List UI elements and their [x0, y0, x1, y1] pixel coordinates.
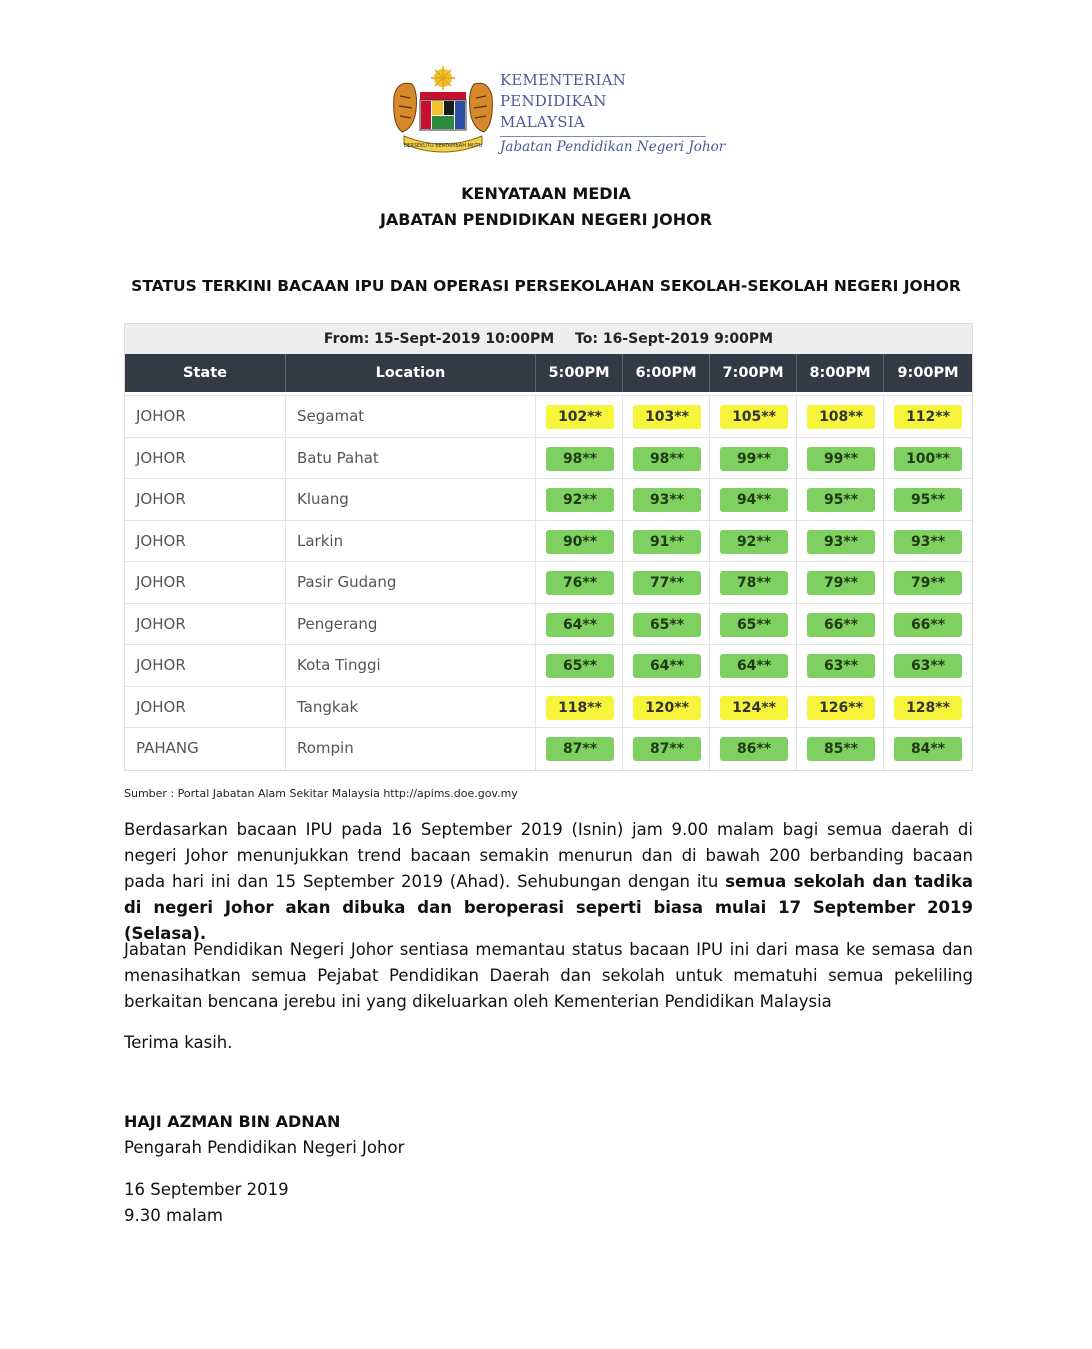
cell-ipu [797, 562, 884, 604]
cell-ipu [623, 438, 710, 480]
org-line-1: KEMENTERIAN [500, 71, 626, 89]
department-heading: JABATAN PENDIDIKAN NEGERI JOHOR [379, 210, 713, 229]
ipu-reading-badge: 79** [894, 571, 962, 595]
cell-ipu [536, 396, 623, 438]
cell-ipu [710, 438, 797, 480]
column-header-state: State [125, 354, 286, 392]
cell-ipu [536, 562, 623, 604]
ipu-reading-badge: 63** [807, 654, 875, 678]
cell-state: JOHOR [125, 521, 286, 563]
cell-ipu [536, 438, 623, 480]
ipu-reading-badge: 102** [546, 405, 614, 429]
ipu-reading-badge: 93** [633, 488, 701, 512]
table-row [125, 686, 972, 729]
signature-time: 9.30 malam [124, 1206, 223, 1225]
cell-state: PAHANG [125, 728, 286, 770]
ipu-reading-badge: 65** [720, 613, 788, 637]
ipu-reading-badge: 77** [633, 571, 701, 595]
cell-ipu [884, 604, 972, 646]
ipu-reading-badge: 93** [894, 530, 962, 554]
ipu-reading-badge: 66** [894, 613, 962, 637]
ipu-reading-badge: 64** [546, 613, 614, 637]
org-line-2: PENDIDIKAN [500, 92, 607, 110]
signer-name: HAJI AZMAN BIN ADNAN [124, 1112, 341, 1131]
ipu-reading-badge: 100** [894, 447, 962, 471]
cell-ipu [884, 728, 972, 770]
column-header-8pm: 8:00PM [797, 354, 884, 392]
cell-ipu [623, 687, 710, 729]
ipu-reading-badge: 64** [633, 654, 701, 678]
svg-text:BERSEKUTU BERTAMBAH MUTU: BERSEKUTU BERTAMBAH MUTU [403, 143, 483, 149]
cell-state: JOHOR [125, 479, 286, 521]
ipu-reading-badge: 95** [807, 488, 875, 512]
cell-location: Batu Pahat [286, 438, 536, 480]
media-statement-heading: KENYATAAN MEDIA [461, 184, 631, 203]
cell-ipu [710, 396, 797, 438]
ipu-reading-badge: 66** [807, 613, 875, 637]
table-header [125, 354, 972, 392]
paragraph-decision-bold: semua sekolah dan tadika di negeri Johor akan dibuka dan beroperasi seperti biasa mulai 17 September 2019 (Selasa). [124, 872, 973, 943]
ipu-reading-badge: 99** [720, 447, 788, 471]
source-note: Sumber : Portal Jabatan Alam Sekitar Malaysia http://apims.doe.gov.my [124, 787, 518, 800]
cell-ipu [710, 645, 797, 687]
letterhead [388, 64, 726, 160]
ipu-reading-badge: 65** [546, 654, 614, 678]
ipu-reading-badge: 78** [720, 571, 788, 595]
ipu-reading-badge: 98** [546, 447, 614, 471]
cell-ipu [623, 521, 710, 563]
ipu-reading-badge: 112** [894, 405, 962, 429]
cell-ipu [623, 562, 710, 604]
org-subline: Jabatan Pendidikan Negeri Johor [500, 136, 706, 155]
paragraph-decision-text: Berdasarkan bacaan IPU pada 16 September 2019 (Isnin) jam 9.00 malam bagi semua daerah di negeri Johor menunjukkan trend bacaan semakin menurun dan di bawah 200 berbanding bacaan pada hari ini dan 15 September 2019 (Ahad). Sehubungan dengan itu [124, 820, 973, 891]
ipu-reading-badge: 105** [720, 405, 788, 429]
cell-ipu [797, 438, 884, 480]
cell-location: Larkin [286, 521, 536, 563]
cell-state: JOHOR [125, 562, 286, 604]
cell-state: JOHOR [125, 438, 286, 480]
cell-location: Segamat [286, 396, 536, 438]
ipu-reading-badge: 79** [807, 571, 875, 595]
table-row [125, 561, 972, 604]
table-row [125, 727, 972, 770]
column-header-location: Location [286, 354, 536, 392]
ipu-reading-badge: 92** [546, 488, 614, 512]
cell-location: Kota Tinggi [286, 645, 536, 687]
table-row [125, 603, 972, 646]
cell-ipu [536, 604, 623, 646]
date-range-bar [125, 324, 972, 354]
ipu-reading-badge: 76** [546, 571, 614, 595]
ipu-reading-badge: 92** [720, 530, 788, 554]
ipu-reading-badge: 85** [807, 737, 875, 761]
cell-ipu [536, 645, 623, 687]
signer-title: Pengarah Pendidikan Negeri Johor [124, 1138, 405, 1157]
cell-ipu [536, 479, 623, 521]
ipu-reading-badge: 94** [720, 488, 788, 512]
org-name [500, 70, 726, 155]
column-header-9pm: 9:00PM [897, 365, 959, 381]
table-row [125, 478, 972, 521]
ipu-reading-badge: 90** [546, 530, 614, 554]
ipu-reading-badge: 126** [807, 696, 875, 720]
cell-ipu [623, 396, 710, 438]
cell-ipu [710, 562, 797, 604]
cell-state: JOHOR [125, 396, 286, 438]
range-to: To: 16-Sept-2019 9:00PM [575, 331, 774, 347]
cell-ipu [623, 645, 710, 687]
cell-ipu [623, 604, 710, 646]
signature-date: 16 September 2019 [124, 1180, 289, 1199]
cell-ipu [884, 645, 972, 687]
cell-ipu [884, 396, 972, 438]
cell-ipu [884, 521, 972, 563]
ipu-reading-badge: 108** [807, 405, 875, 429]
cell-state: JOHOR [125, 604, 286, 646]
ipu-reading-badge: 64** [720, 654, 788, 678]
cell-ipu [536, 687, 623, 729]
ipu-reading-badge: 118** [546, 696, 614, 720]
ipu-reading-badge: 86** [720, 737, 788, 761]
cell-ipu [884, 479, 972, 521]
ipu-reading-badge: 98** [633, 447, 701, 471]
range-from: From: 15-Sept-2019 10:00PM [323, 331, 555, 347]
cell-ipu [797, 645, 884, 687]
cell-location: Pasir Gudang [286, 562, 536, 604]
column-header-5pm: 5:00PM [536, 354, 623, 392]
ipu-reading-badge: 87** [633, 737, 701, 761]
table-row [125, 644, 972, 687]
ipu-reading-badge: 103** [633, 405, 701, 429]
table-row [125, 395, 972, 438]
cell-location: Tangkak [286, 687, 536, 729]
ipu-reading-badge: 95** [894, 488, 962, 512]
ipu-reading-badge: 65** [633, 613, 701, 637]
paragraph-thanks: Terima kasih. [124, 1033, 233, 1052]
ipu-reading-badge: 93** [807, 530, 875, 554]
ipu-table [124, 323, 973, 771]
column-header-7pm: 7:00PM [710, 354, 797, 392]
cell-ipu [536, 728, 623, 770]
cell-ipu [884, 687, 972, 729]
cell-location: Kluang [286, 479, 536, 521]
cell-ipu [710, 728, 797, 770]
cell-ipu [884, 562, 972, 604]
cell-ipu [884, 438, 972, 480]
cell-ipu [623, 728, 710, 770]
cell-ipu [797, 521, 884, 563]
cell-ipu [710, 604, 797, 646]
table-row [125, 520, 972, 563]
document-title: STATUS TERKINI BACAAN IPU DAN OPERASI PERSEKOLAHAN SEKOLAH-SEKOLAH NEGERI JOHOR [131, 277, 961, 295]
cell-ipu [797, 604, 884, 646]
cell-ipu [710, 687, 797, 729]
ipu-reading-badge: 91** [633, 530, 701, 554]
ipu-reading-badge: 84** [894, 737, 962, 761]
ipu-reading-badge: 128** [894, 696, 962, 720]
table-row [125, 437, 972, 480]
cell-state: JOHOR [125, 687, 286, 729]
cell-ipu [797, 687, 884, 729]
column-header-6pm: 6:00PM [623, 354, 710, 392]
cell-ipu [536, 521, 623, 563]
ipu-reading-badge: 99** [807, 447, 875, 471]
cell-ipu [797, 479, 884, 521]
cell-location: Rompin [286, 728, 536, 770]
ipu-reading-badge: 120** [633, 696, 701, 720]
paragraph-decision [124, 817, 973, 947]
ipu-reading-badge: 87** [546, 737, 614, 761]
ipu-reading-badge: 63** [894, 654, 962, 678]
cell-ipu [710, 521, 797, 563]
cell-ipu [797, 728, 884, 770]
coat-of-arms-icon [388, 66, 498, 156]
cell-state: JOHOR [125, 645, 286, 687]
cell-ipu [710, 479, 797, 521]
paragraph-monitoring: Jabatan Pendidikan Negeri Johor sentiasa memantau status bacaan IPU ini dari masa ke semasa dan menasihatkan semua Pejabat Pendidikan Daerah dan sekolah untuk mematuhi semua pekeliling berkaitan bencana jerebu ini yang dikeluarkan oleh Kementerian Pendidikan Malaysia [124, 940, 973, 1011]
ipu-reading-badge: 124** [720, 696, 788, 720]
cell-ipu [623, 479, 710, 521]
cell-location: Pengerang [286, 604, 536, 646]
cell-ipu [797, 396, 884, 438]
org-line-3: MALAYSIA [500, 113, 585, 131]
